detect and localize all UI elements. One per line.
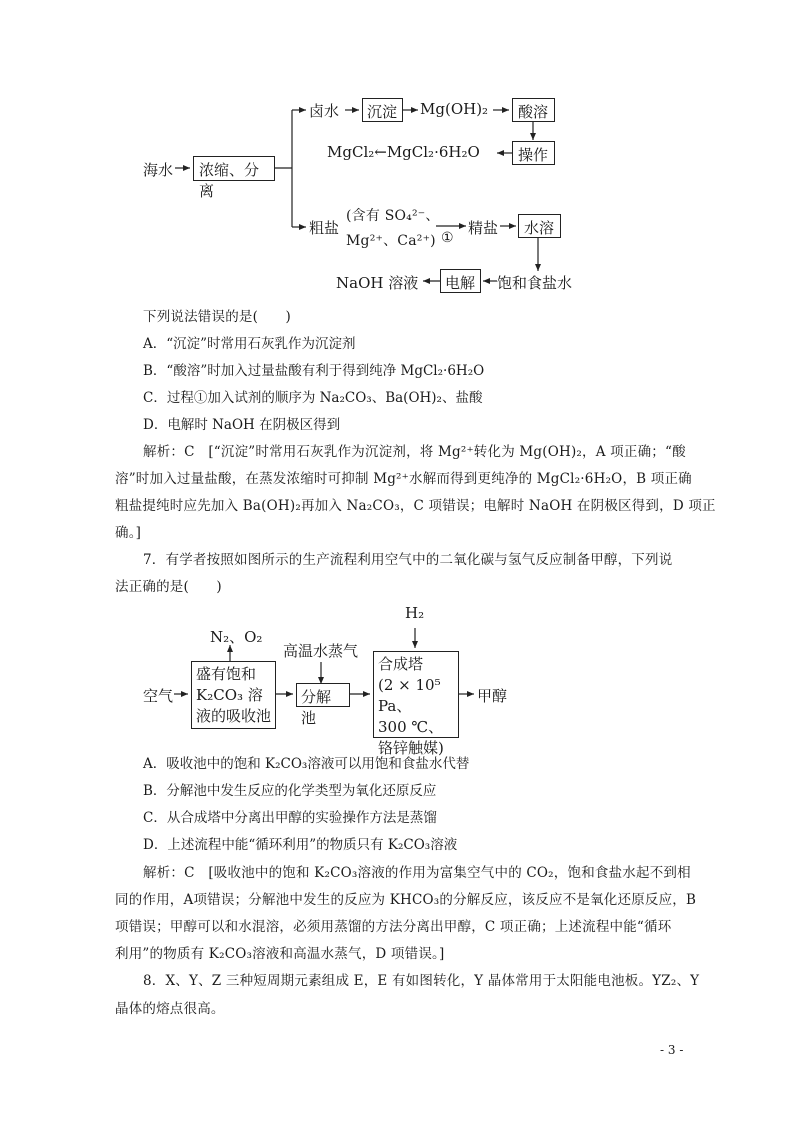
node-mgcl2-chain: MgCl₂←MgCl₂·6H₂O: [327, 143, 480, 161]
q7-option-d: D．上述流程中能“循环利用”的物质只有 K₂CO₃溶液: [143, 837, 458, 853]
q7-stem-line-1: 7．有学者按照如图所示的生产流程利用空气中的二氧化碳与氢气反应制备甲醇，下列说: [143, 552, 673, 568]
node-impurities-1: (含有 SO₄²⁻、: [346, 208, 440, 224]
node-n2-o2: N₂、O₂: [210, 628, 263, 646]
q7-stem-line-2: 法正确的是( ): [115, 579, 222, 595]
node-naoh-solution: NaOH 溶液: [336, 274, 419, 292]
box-label: 操作: [518, 146, 549, 164]
node-impurities-2: Mg²⁺、Ca²⁺): [346, 233, 436, 249]
q7-analysis-line-3: 项错误；甲醇可以和水混溶，必须用蒸馏的方法分离出甲醇，C 项正确；上述流程中能“循环: [115, 919, 672, 935]
box-label: 分解池: [301, 688, 332, 727]
tower-line: 铬锌触媒): [378, 739, 444, 757]
step-marker-1: ①: [441, 230, 454, 246]
box-label: 浓缩、分离: [199, 161, 260, 200]
q6-analysis-line-4: 确。]: [115, 525, 142, 541]
q6-option-c: C．过程①加入试剂的顺序为 Na₂CO₃、Ba(OH)₂、盐酸: [143, 390, 483, 406]
box-synthesis-tower: [373, 651, 459, 757]
node-methanol: 甲醇: [477, 687, 508, 705]
q7-option-c: C．从合成塔中分离出甲醇的实验操作方法是蒸馏: [143, 810, 437, 826]
q8-line-1: 8．X、Y、Z 三种短周期元素组成 E，E 有如图转化，Y 晶体常用于太阳能电池板。YZ₂、Y: [143, 973, 700, 989]
q7-analysis-line-1: 解析：C [吸收池中的饱和 K₂CO₃溶液的作用为富集空气中的 CO₂，饱和食盐水起不到相: [143, 865, 691, 881]
absorber-line: K₂CO₃ 溶: [196, 686, 263, 704]
q7-option-a: A．吸收池中的饱和 K₂CO₃溶液可以用饱和食盐水代替: [143, 756, 470, 772]
box-label: 酸溶: [518, 103, 549, 121]
q8-line-2: 晶体的熔点很高。: [115, 1001, 225, 1017]
node-seawater: 海水: [143, 161, 174, 179]
tower-line: 合成塔: [378, 655, 424, 673]
absorber-line: 盛有饱和: [196, 665, 257, 683]
q7-analysis-line-4: 利用”的物质有 K₂CO₃溶液和高温水蒸气，D 项错误。]: [115, 946, 445, 962]
node-refined-salt: 精盐: [468, 219, 499, 237]
node-saturated-brine: 饱和食盐水: [497, 274, 573, 292]
node-brine: 卤水: [309, 102, 340, 120]
tower-line: (2 × 10⁵ Pa、: [378, 676, 441, 715]
node-mgoh2: Mg(OH)₂: [420, 100, 489, 118]
box-decomposition-pool: [296, 683, 350, 727]
tower-line: 300 ℃、: [378, 718, 444, 736]
absorber-line: 液的吸收池: [196, 707, 272, 725]
q6-analysis-line-1: 解析：C [“沉淀”时常用石灰乳作为沉淀剂，将 Mg²⁺转化为 Mg(OH)₂，A 项正确；“酸: [143, 444, 686, 460]
box-label: 沉淀: [367, 103, 398, 121]
q6-analysis-line-2: 溶”时加入过量盐酸，在蒸发浓缩时可抑制 Mg²⁺水解而得到更纯净的 MgCl₂·6H₂O，B 项正确: [115, 471, 692, 487]
q7-option-b: B．分解池中发生反应的化学类型为氧化还原反应: [143, 783, 437, 799]
q6-option-a: A．“沉淀”时常用石灰乳作为沉淀剂: [143, 336, 356, 352]
q7-analysis-line-2: 同的作用，A项错误；分解池中发生的反应为 KHCO₃的分解反应，该反应不是氧化还原反应，B: [115, 892, 697, 908]
node-crude-salt: 粗盐: [309, 219, 340, 237]
q6-analysis-line-3: 粗盐提纯时应先加入 Ba(OH)₂再加入 Na₂CO₃，C 项错误；电解时 NaOH 在阴极区得到，D 项正: [115, 498, 716, 514]
box-label: 水溶: [524, 219, 555, 237]
q6-stem: 下列说法错误的是( ): [143, 309, 291, 325]
box-label: 电解: [445, 274, 476, 292]
q6-option-b: B．“酸溶”时加入过量盐酸有利于得到纯净 MgCl₂·6H₂O: [143, 363, 485, 379]
q6-option-d: D．电解时 NaOH 在阴极区得到: [143, 417, 341, 433]
page-number: - 3 -: [660, 1043, 684, 1057]
box-absorber: [191, 661, 276, 729]
node-air: 空气: [143, 687, 174, 705]
node-steam: 高温水蒸气: [283, 642, 359, 660]
node-h2: H₂: [405, 604, 425, 622]
